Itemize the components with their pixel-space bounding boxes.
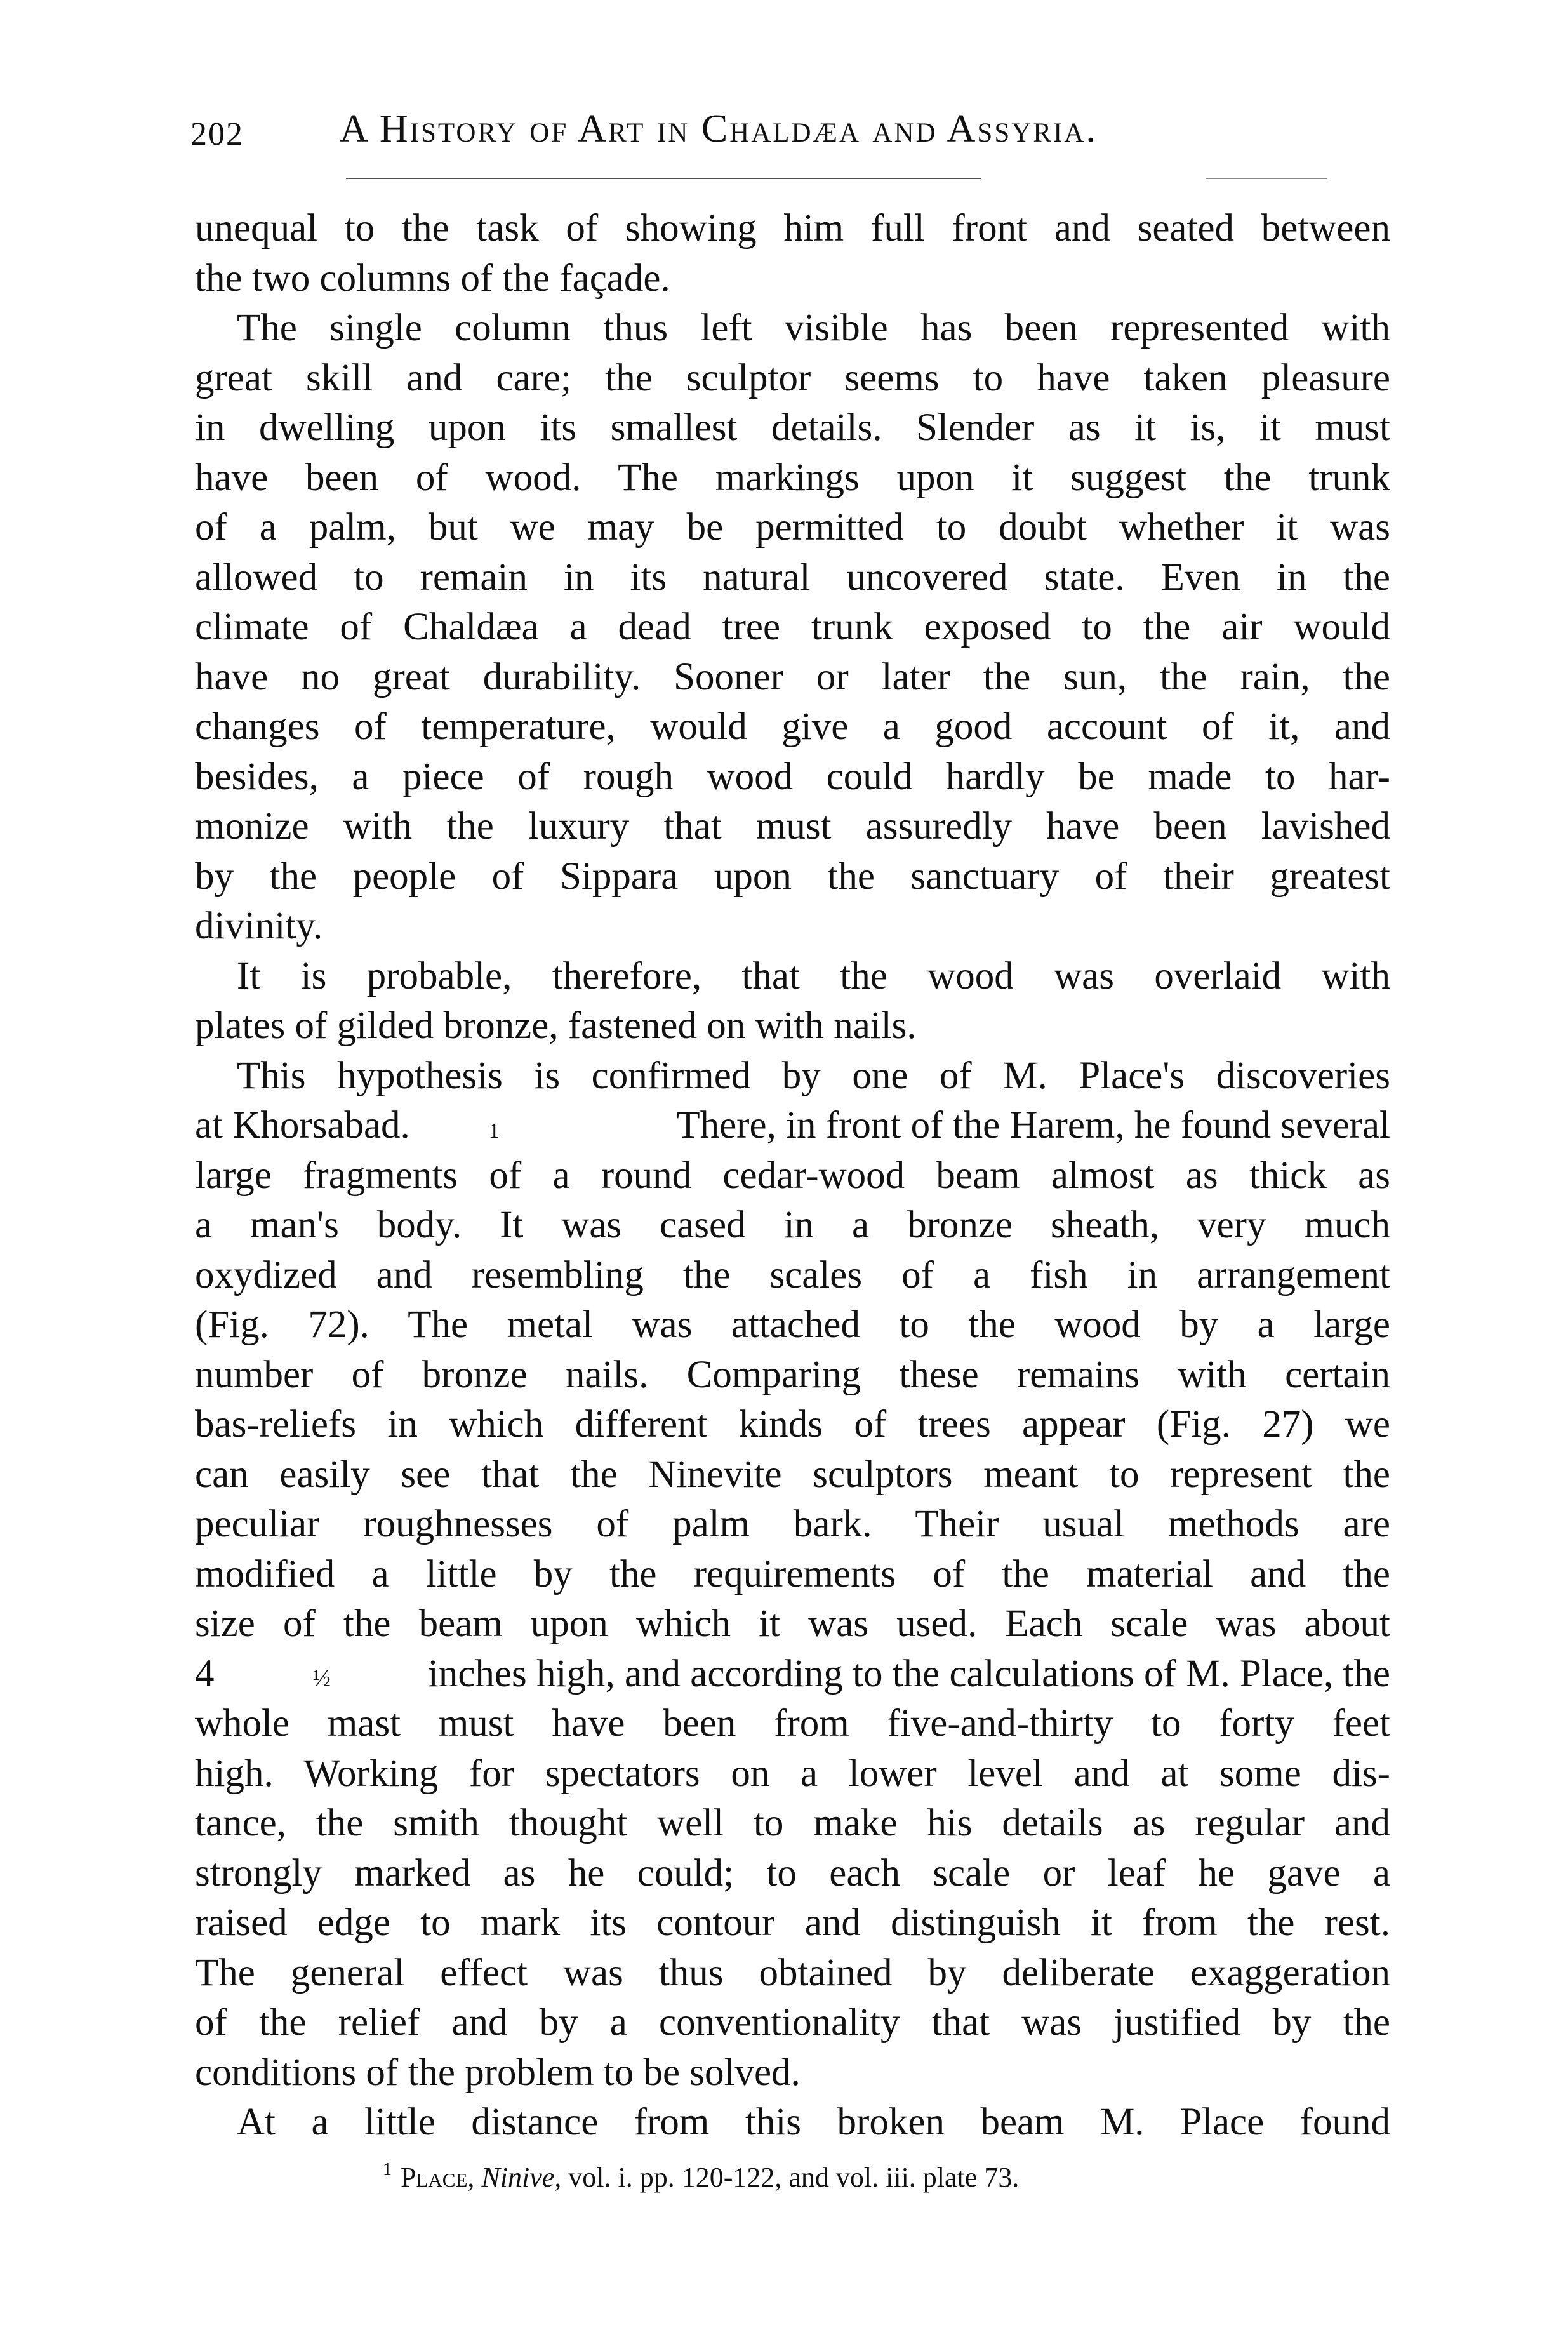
running-title: A History of Art in Chaldæa and Assyria. (340, 107, 1098, 150)
text-line: The single column thus left visible has been represented with (237, 307, 1390, 349)
footnote-work: Ninive, (481, 2162, 562, 2193)
text-line: The general effect was thus obtained by deliberate exaggeration (195, 1951, 1390, 1994)
text-line: besides, a piece of rough wood could hardly be made to har- (195, 755, 1390, 798)
text-line: number of bronze nails. Comparing these remains with certain (195, 1353, 1390, 1396)
text-line: have been of wood. The markings upon it suggest the trunk (195, 456, 1390, 499)
text-line: monize with the luxury that must assuredly have been lavished (195, 805, 1390, 848)
footnote-citation: vol. i. pp. 120-122, and vol. iii. plate 73. (568, 2162, 1020, 2193)
text-line: conditions of the problem to be solved. (195, 2051, 801, 2094)
footnote (383, 2160, 1019, 2194)
khorsabad-tail: There, in front of the Harem, he found several (676, 1104, 1390, 1147)
text-line: modified a little by the requirements of the material and the (195, 1552, 1390, 1595)
footnote-mark: 1 (383, 2160, 392, 2180)
text-line: allowed to remain in its natural uncovered state. Even in the (195, 556, 1390, 599)
text-line: great skill and care; the sculptor seems to have taken pleasure (195, 356, 1390, 399)
text-line: a man's body. It was cased in a bronze sheath, very much (195, 1204, 1390, 1246)
khorsabad-text: at Khorsabad. (195, 1104, 410, 1147)
text-line: oxydized and resembling the scales of a fish in arrangement (195, 1253, 1390, 1296)
text-line: by the people of Sippara upon the sanctuary of their greatest (195, 855, 1390, 898)
text-line: divinity. (195, 905, 323, 947)
text-line: large fragments of a round cedar-wood beam almost as thick as (195, 1154, 1390, 1197)
page-number: 202 (190, 116, 244, 152)
text-line: peculiar roughnesses of palm bark. Their usual methods are (195, 1503, 1390, 1545)
text-line: This hypothesis is confirmed by one of M. Place's discoveries (237, 1054, 1390, 1097)
text-line: strongly marked as he could; to each scale or leaf he gave a (195, 1851, 1390, 1895)
text-line: have no great durability. Sooner or later the sun, the rain, the (195, 655, 1390, 698)
text-line: (Fig. 72). The metal was attached to the wood by a large (195, 1303, 1390, 1346)
text-line: tance, the smith thought well to make his details as regular and (195, 1802, 1390, 1844)
text-line: raised edge to mark its contour and distinguish it from the rest. (195, 1901, 1390, 1944)
text-line: bas-reliefs in which different kinds of trees appear (Fig. 27) we (195, 1403, 1390, 1446)
text-line: climate of Chaldæa a dead tree trunk exposed to the air would (195, 606, 1390, 648)
scale-height-number: 4 (195, 1652, 215, 1695)
text-line: whole mast must have been from five-and-thirty to forty feet (195, 1702, 1390, 1745)
text-line: changes of temperature, would give a good account of it, and (195, 705, 1390, 748)
text-line: can easily see that the Ninevite sculptors meant to represent the (195, 1453, 1390, 1496)
text-line: in dwelling upon its smallest details. Slender as it is, it must (195, 406, 1390, 449)
text-line: of a palm, but we may be permitted to doubt whether it was (195, 506, 1390, 549)
running-head (190, 107, 1390, 157)
header-rule-right (1206, 178, 1327, 179)
text-line: It is probable, therefore, that the wood was overlaid with (237, 954, 1390, 997)
body-text (195, 204, 1390, 2148)
footnote-author: Place, (401, 2162, 475, 2193)
text-line-khorsabad: at Khorsabad. 1 There, in front of the Harem, he found several (195, 1101, 1390, 1151)
text-line: plates of gilded bronze, fastened on with nails. (195, 1004, 917, 1047)
text-line: size of the beam upon which it was used. Each scale was about (195, 1602, 1390, 1645)
text-line: high. Working for spectators on a lower level and at some dis- (195, 1752, 1390, 1795)
text-line: the two columns of the façade. (195, 256, 670, 300)
text-line: At a little distance from this broken beam M. Place found (237, 2101, 1390, 2143)
header-rule (346, 178, 981, 179)
fraction-line-text: inches high, and according to the calculations of M. Place, the (427, 1652, 1390, 1695)
text-line: of the relief and by a conventionality that was justified by the (195, 2001, 1390, 2044)
text-line: unequal to the task of showing him full front and seated between (195, 207, 1390, 250)
scale-height-fraction: ½ (312, 1665, 329, 1692)
text-line-fraction (195, 1649, 1390, 1700)
